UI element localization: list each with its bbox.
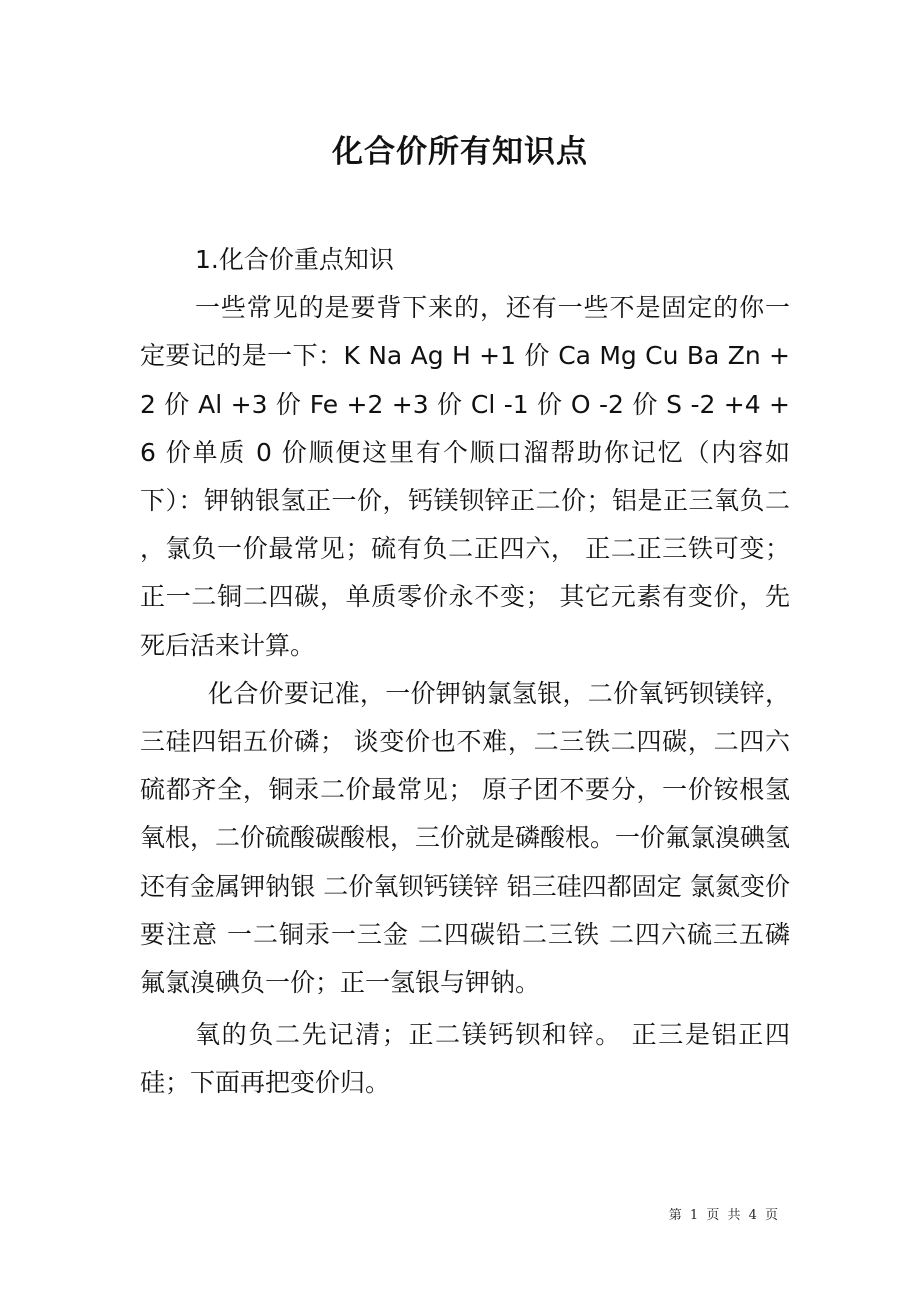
section-heading: 1.化合价重点知识: [195, 245, 394, 274]
paragraph-oxygen-rhyme: 氧的负二先记清；正二镁钙钡和锌。 正三是铝正四硅；下面再把变价归。: [140, 1020, 790, 1098]
paragraph-common-valences: 一些常见的是要背下来的，还有一些不是固定的你一定要记的是一下：K Na Ag H +1 价 Ca Mg Cu Ba Zn +2 价 Al +3 价 Fe +2 +3 价 Cl -1 价 O -2 价 S -2 +4 +6 价单质 0 价顺便这里有个顺口溜帮助你记忆（内容如下）：钾钠银氢正一价，钙镁钡锌正二价；铝是正三氧负二 ，氯负一价最常见；硫有负二正四六， 正二正三铁可变；正一二铜二四碳，单质零价永不变； 其它元素有变价，先死后活来计算。: [140, 293, 790, 660]
document-body: [140, 236, 790, 1108]
page-number-footer: 第 1 页 共 4 页: [668, 1208, 780, 1223]
document-title: 化合价所有知识点: [332, 134, 588, 170]
paragraph-valence-rhymes: 化合价要记准，一价钾钠氯氢银，二价氧钙钡镁锌，三硅四铝五价磷； 谈变价也不难，二三铁二四碳，二四六硫都齐全，铜汞二价最常见； 原子团不要分，一价铵根氢氧根，二价硫酸碳酸根，三价就是磷酸根。一价氟氯溴碘氢 还有金属钾钠银 二价氧钡钙镁锌 铝三硅四都固定 氯氮变价要注意 一二铜汞一三金 二四碳铅二三铁 二四六硫三五磷 氟氯溴碘负一价；正一氢银与钾钠。: [140, 678, 791, 998]
